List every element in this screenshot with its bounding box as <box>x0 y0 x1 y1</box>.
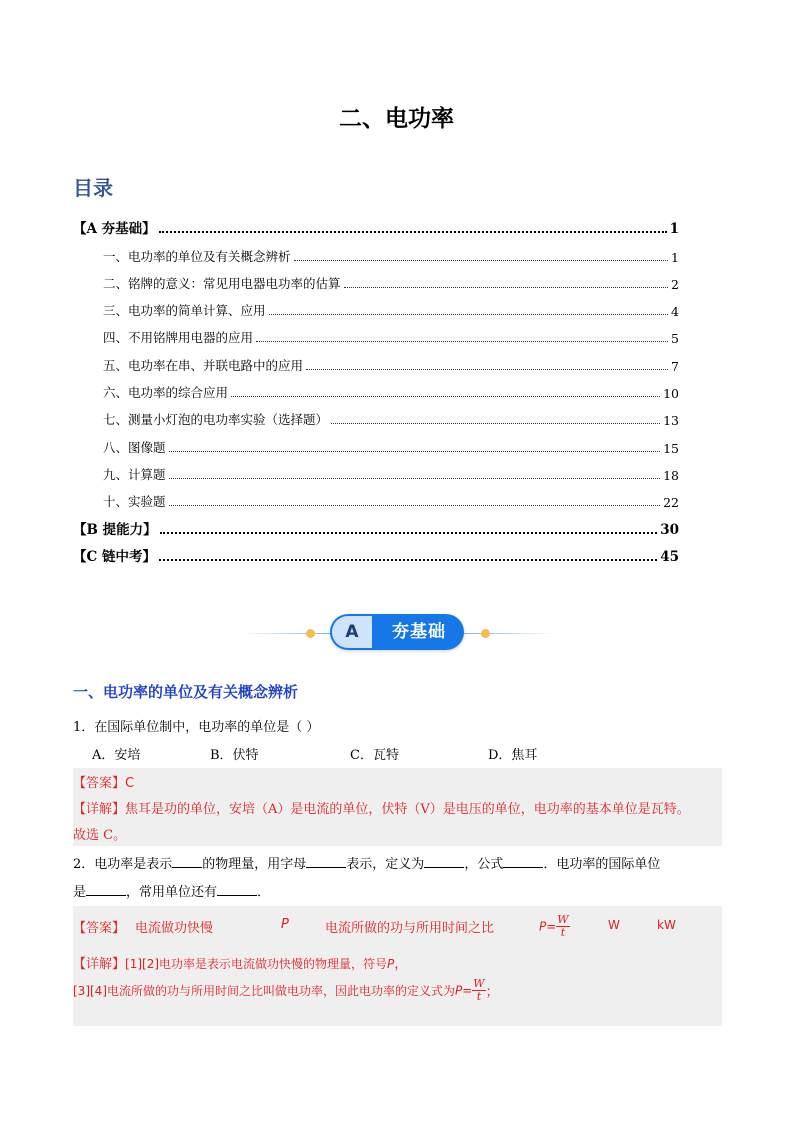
q1-detail-line-2: 故选 C。 <box>73 828 127 843</box>
stem-text: ，常用单位还有 <box>126 885 218 900</box>
stem-text: 表示，定义为 <box>346 857 425 872</box>
q1-detail-line <box>73 798 733 817</box>
toc-entry-page: 2 <box>671 276 679 292</box>
stem-text: 2．电功率是表示 <box>73 857 173 872</box>
toc-entry-page: 15 <box>663 440 679 456</box>
detail-label: 【详解】 <box>73 957 126 972</box>
fill-blank[interactable] <box>424 855 464 868</box>
toc-entry-label: 一、电功率的单位及有关概念辨析 <box>103 248 291 264</box>
toc-entry-c[interactable] <box>73 538 679 565</box>
toc-entry-page: 22 <box>663 495 679 511</box>
toc-entry[interactable] <box>73 237 679 264</box>
detail-text: [3][4]电流所做的功与所用时间之比叫做电功率，因此电功率的定义式为 <box>73 984 455 998</box>
toc-entry-page: 1 <box>669 221 679 238</box>
formula-lhs: P= <box>539 919 557 934</box>
formula-fraction <box>556 914 569 939</box>
toc-entry-label: 三、电功率的简单计算、应用 <box>103 303 266 319</box>
stem-text: ．电功率的国际单位 <box>543 857 661 872</box>
question-2-stem <box>73 853 660 872</box>
toc-entry-label: 二、铭牌的意义：常见用电器电功率的估算 <box>103 275 341 291</box>
section-title: 一、电功率的单位及有关概念辨析 <box>73 683 299 701</box>
toc-entry[interactable] <box>73 374 679 401</box>
banner-letter: A <box>332 616 372 648</box>
toc-entry-page: 45 <box>660 548 679 565</box>
stem-text: ，公式 <box>464 857 504 872</box>
table-of-contents <box>73 210 679 565</box>
toc-entry-a[interactable] <box>73 210 679 237</box>
toc-entry-label: 十、实验题 <box>103 494 166 510</box>
toc-leader <box>160 532 658 534</box>
toc-leader <box>331 423 660 424</box>
question-1-stem: 1．在国际单位制中，电功率的单位是（ ） <box>73 720 320 735</box>
toc-leader <box>269 314 669 315</box>
q1-answer-line <box>73 772 134 791</box>
toc-entry[interactable] <box>73 319 679 346</box>
detail-label: 【详解】 <box>73 802 126 817</box>
toc-entry-label: 六、电功率的综合应用 <box>103 385 229 401</box>
answer-2: P <box>281 917 289 932</box>
toc-entry-page: 13 <box>663 413 679 429</box>
banner-dot-left <box>306 629 315 638</box>
toc-entry-page: 5 <box>671 331 679 347</box>
detail-punct: ； <box>485 985 499 1000</box>
fill-blank[interactable] <box>172 855 202 868</box>
answer-3: 电流所做的功与所用时间之比 <box>325 921 495 936</box>
answer-5: W <box>608 918 620 932</box>
toc-leader <box>294 260 669 261</box>
banner-pill <box>330 614 464 650</box>
toc-heading: 目录 <box>73 176 113 200</box>
option-a[interactable]: A．安培 <box>92 748 141 763</box>
fill-blank[interactable] <box>306 855 346 868</box>
q2-detail-line <box>73 953 407 972</box>
fill-blank[interactable] <box>217 883 257 896</box>
toc-entry-label: 【A 夯基础】 <box>73 221 156 238</box>
banner-line-left <box>242 633 332 634</box>
answer-4-formula <box>539 914 570 939</box>
toc-entry-label: 九、计算题 <box>103 466 166 482</box>
fill-blank[interactable] <box>86 883 126 896</box>
detail-symbol: P <box>387 957 395 971</box>
page-title: 二、电功率 <box>339 106 454 132</box>
option-d[interactable]: D．焦耳 <box>488 748 538 763</box>
banner-text: 夯基础 <box>392 622 446 642</box>
formula-denominator: t <box>476 990 482 1003</box>
fill-blank[interactable] <box>503 855 543 868</box>
answer-1: 电流做功快慢 <box>135 921 214 936</box>
option-c[interactable]: C．瓦特 <box>350 748 399 763</box>
stem-text: 的物理量，用字母 <box>202 857 307 872</box>
toc-entry-page: 18 <box>663 467 679 483</box>
toc-leader <box>169 451 661 452</box>
toc-entry[interactable] <box>73 456 679 483</box>
q2-detail-line-2 <box>73 978 499 1003</box>
toc-leader <box>169 505 661 506</box>
detail-punct: ， <box>394 957 408 972</box>
toc-leader <box>159 231 667 233</box>
toc-leader <box>256 341 668 342</box>
answer-value: C <box>125 776 135 791</box>
toc-entry-page: 10 <box>663 386 679 402</box>
toc-entry-page: 1 <box>671 249 679 265</box>
toc-entry-label: 七、测量小灯泡的电功率实验（选择题） <box>103 412 329 428</box>
answer-6: kW <box>657 918 676 932</box>
toc-entry[interactable] <box>73 292 679 319</box>
toc-entry[interactable] <box>73 428 679 455</box>
toc-leader <box>231 396 660 397</box>
formula-numerator: W <box>557 913 569 926</box>
toc-entry[interactable] <box>73 483 679 510</box>
toc-leader <box>159 559 657 561</box>
toc-entry-label: 【C 链中考】 <box>73 548 156 565</box>
formula-fraction <box>472 978 485 1003</box>
question-1-answer-box <box>73 768 722 846</box>
formula-denominator: t <box>560 926 566 939</box>
question-2-answer-box <box>73 906 722 1026</box>
toc-entry[interactable] <box>73 401 679 428</box>
detail-text: [1][2]电功率是表示电流做功快慢的物理量，符号 <box>125 957 388 971</box>
toc-entry[interactable] <box>73 346 679 373</box>
stem-text: ． <box>257 885 271 900</box>
toc-entry[interactable] <box>73 265 679 292</box>
toc-leader <box>169 478 661 479</box>
section-banner <box>228 612 568 654</box>
toc-entry-label: 【B 提能力】 <box>73 521 157 538</box>
toc-leader <box>306 369 668 370</box>
formula-numerator: W <box>473 977 485 990</box>
toc-leader <box>344 287 669 288</box>
toc-entry-b[interactable] <box>73 510 679 537</box>
toc-entry-page: 7 <box>671 358 679 374</box>
toc-entry-page: 4 <box>671 304 679 320</box>
banner-dot-right <box>481 629 490 638</box>
toc-entry-label: 八、图像题 <box>103 439 166 455</box>
answer-label: 【答案】 <box>73 921 126 936</box>
detail-text: 焦耳是功的单位，安培（A）是电流的单位，伏特（V）是电压的单位，电功率的基本单位是瓦特。 <box>125 802 690 817</box>
option-b[interactable]: B．伏特 <box>210 748 259 763</box>
formula-lhs: P= <box>455 983 473 998</box>
question-2-stem-line-2 <box>73 881 270 900</box>
toc-entry-page: 30 <box>660 521 679 538</box>
toc-entry-label: 四、不用铭牌用电器的应用 <box>103 330 254 346</box>
answer-label: 【答案】 <box>73 776 126 791</box>
banner-line-right <box>464 633 554 634</box>
toc-entry-label: 五、电功率在串、并联电路中的应用 <box>103 357 304 373</box>
stem-text: 是 <box>73 885 87 900</box>
q2-answer-line <box>73 914 722 946</box>
